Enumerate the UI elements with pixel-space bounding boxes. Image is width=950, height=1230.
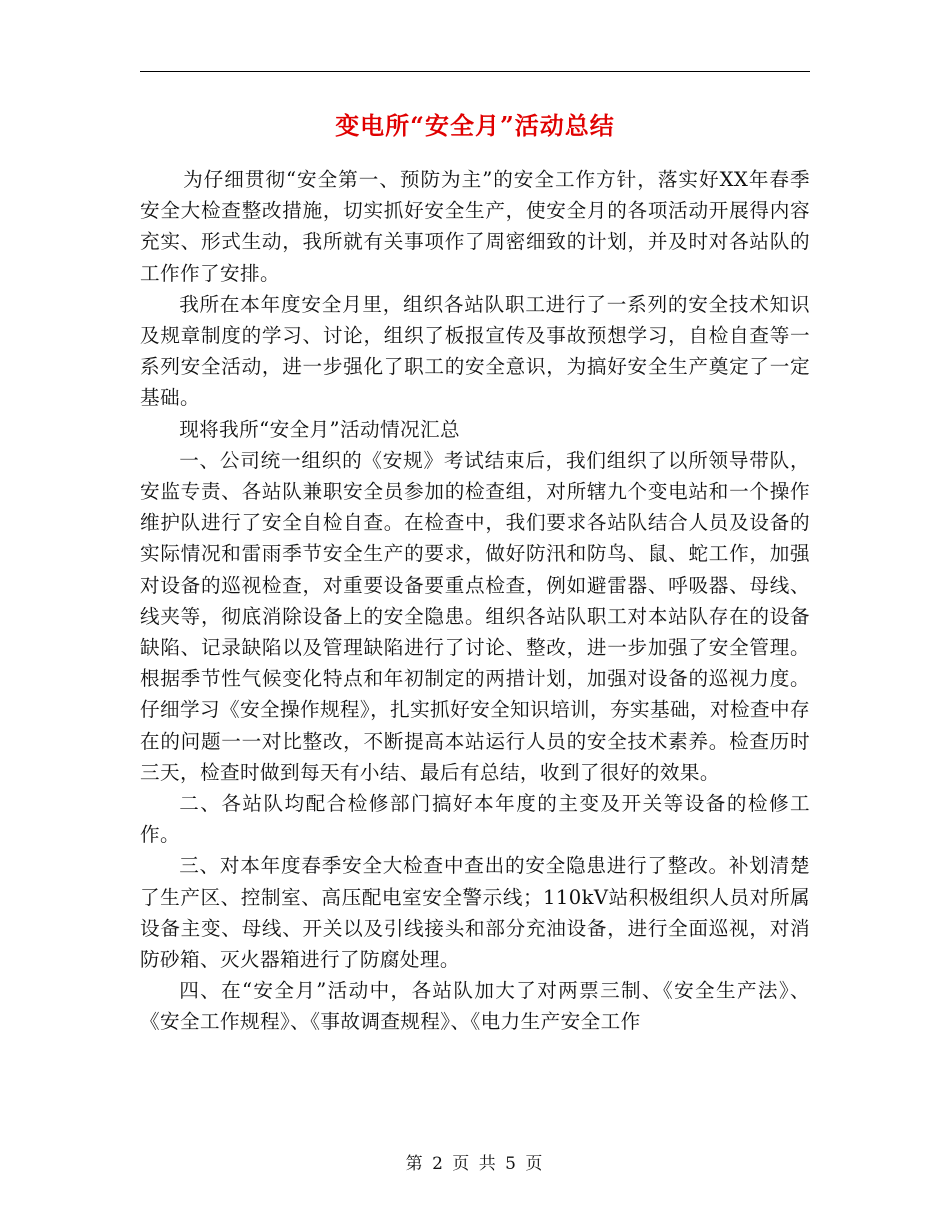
paragraph-item-2: 二、各站队均配合检修部门搞好本年度的主变及开关等设备的检修工作。 (140, 792, 810, 847)
paragraph-item-1: 一、公司统一组织的《安规》考试结束后，我们组织了以所领导带队，安监专责、各站队兼职安全员参加的检查组，对所辖九个变电站和一个操作维护队进行了安全自检自查。在检查中，我们要求各站队结合人员及设备的实际情况和雷雨季节安全生产的要求，做好防汛和防鸟、鼠、蛇工作，加强对设备的巡视检查，对重要设备要重点检查，例如避雷器、呼吸器、母线、线夹等，彻底消除设备上的安全隐患。组织各站队职工对本站队存在的设备缺陷、记录缺陷以及管理缺陷进行了讨论、整改，进一步加强了安全管理。根据季节性气候变化特点和年初制定的两措计划，加强对设备的巡视力度。仔细学习《安全操作规程》，扎实抓好安全知识培训，夯实基础，对检查中存在的问题一一对比整改，不断提高本站运行人员的安全技术素养。检查历时三天，检查时做到每天有小结、最后有总结，收到了很好的效果。 (140, 448, 810, 784)
paragraph-overview: 我所在本年度安全月里，组织各站队职工进行了一系列的安全技术知识及规章制度的学习、讨论，组织了板报宣传及事故预想学习，自检自查等一系列安全活动，进一步强化了职工的安全意识，为搞好安全生产奠定了一定基础。 (140, 292, 810, 410)
paragraph-item-3: 三、对本年度春季安全大检查中查出的安全隐患进行了整改。补划清楚了生产区、控制室、高压配电室安全警示线；110kV站积极组织人员对所属设备主变、母线、开关以及引线接头和部分充油设备，进行全面巡视，对消防砂箱、灭火器箱进行了防腐处理。 (140, 854, 810, 972)
paragraph-item-4: 四、在“安全月”活动中，各站队加大了对两票三制、《安全生产法》、《安全工作规程》、《事故调查规程》、《电力生产安全工作 (140, 979, 810, 1034)
paragraph-summary-lead: 现将我所“安全月”活动情况汇总 (179, 417, 460, 441)
paragraph-intro: 为仔细贯彻“安全第一、预防为主”的安全工作方针，落实好XX年春季安全大检查整改措施，切实抓好安全生产，使安全月的各项活动开展得内容充实、形式生动，我所就有关事项作了周密细致的计划，并及时对各站队的工作作了安排。 (140, 168, 810, 285)
header-rule (140, 71, 810, 72)
document-body (140, 164, 810, 1038)
page-number-footer: 第 2 页 共 5 页 (405, 1154, 545, 1174)
document-title: 变电所“安全月”活动总结 (335, 111, 615, 140)
